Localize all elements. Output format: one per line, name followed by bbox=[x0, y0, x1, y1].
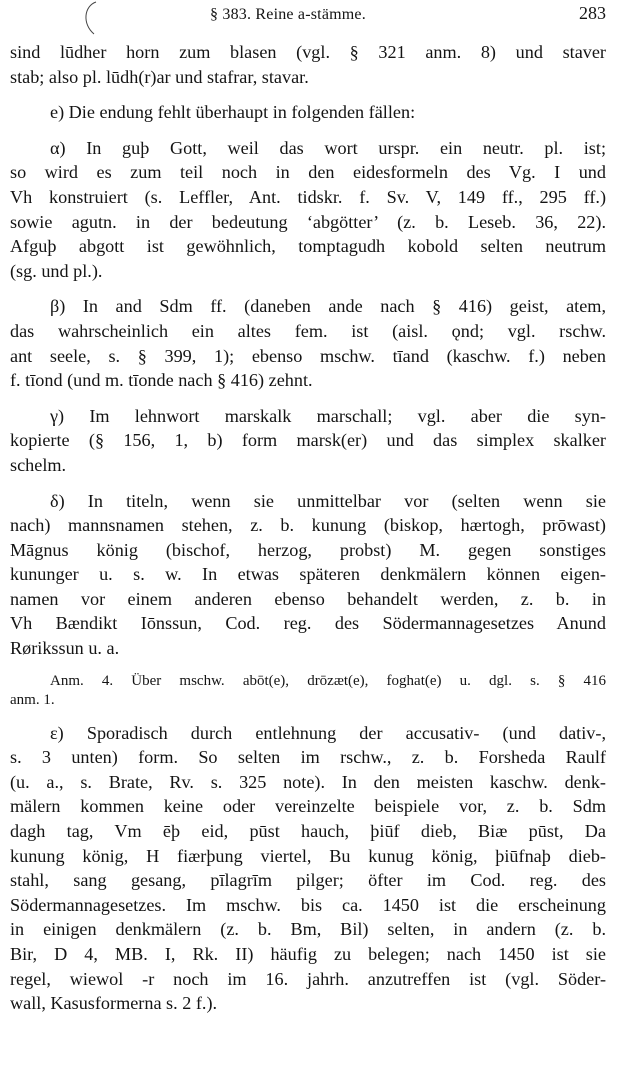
text-line: (sg. und pl.). bbox=[10, 260, 103, 281]
text-line: α) In guþ Gott, weil das wort urspr. ein neutr. pl. ist; bbox=[50, 137, 606, 158]
text-line: Vh Bændikt Iōnssun, Cod. reg. des Södermannagesetzes Anund bbox=[10, 613, 606, 634]
text-line: stab; also pl. lūdh(r)ar und stafrar, stavar. bbox=[10, 66, 309, 87]
text-line: γ) Im lehnwort marskalk marschall; vgl. aber die syn- bbox=[50, 405, 606, 426]
paragraph-gap bbox=[10, 89, 606, 100]
paragraph-gap bbox=[10, 283, 606, 294]
text-line: so wird es zum teil noch in den eidesformeln des Vg. I und bbox=[10, 162, 606, 183]
text-line: das wahrscheinlich ein altes fem. ist (aisl. ǫnd; vgl. rschw. bbox=[10, 320, 606, 341]
text-line: wall, Kasusformerna s. 2 f.). bbox=[10, 993, 218, 1014]
text-line: Södermannagesetzes. Im mschw. bis ca. 1450 ist die erscheinung bbox=[10, 894, 606, 915]
page-number: 283 bbox=[579, 3, 606, 23]
text-line: e) Die endung fehlt überhaupt in folgenden fällen: bbox=[50, 102, 416, 123]
pencil-mark-icon bbox=[76, 0, 112, 38]
body-text bbox=[10, 40, 606, 1016]
note-line: anm. 1. bbox=[10, 691, 55, 708]
text-line: β) In and Sdm ff. (daneben ande nach § 416) geist, atem, bbox=[50, 296, 606, 317]
text-line: (u. a., s. Brate, Rv. s. 325 note). In den meisten kaschw. denk- bbox=[10, 771, 606, 792]
text-line: Rørikssun u. a. bbox=[10, 638, 120, 659]
paragraph-gap bbox=[10, 710, 606, 721]
text-line: kunung könig, H fiærþung viertel, Bu kunug könig, þiūfnaþ dieb- bbox=[10, 845, 606, 866]
paragraph-gap bbox=[10, 125, 606, 136]
paragraph-gap bbox=[10, 661, 606, 672]
text-line: kununger u. s. w. In etwas späteren denkmälern können eigen- bbox=[10, 564, 606, 585]
text-line: ant seele, s. § 399, 1); ebenso mschw. tīand (kaschw. f.) neben bbox=[10, 345, 606, 366]
running-title: § 383. Reine a-stämme. bbox=[210, 6, 366, 23]
text-line: sowie agutn. in der bedeutung ‘abgötter’ (z. b. Leseb. 36, 22). bbox=[10, 211, 606, 232]
text-line: Māgnus könig (bischof, herzog, probst) M. gegen sonstiges bbox=[10, 539, 606, 560]
paragraph-gap bbox=[10, 393, 606, 404]
text-line: schelm. bbox=[10, 454, 67, 475]
page bbox=[10, 0, 606, 1014]
text-line: Afguþ abgott ist gewöhnlich, tomptagudh kobold selten neutrum bbox=[10, 236, 606, 257]
running-header bbox=[10, 0, 606, 40]
paragraph-gap bbox=[10, 478, 606, 489]
text-line: mälern kommen keine oder vereinzelte beispiele vor, z. b. Sdm bbox=[10, 796, 606, 817]
text-line: Vh konstruiert (s. Leffler, Ant. tidskr. f. Sv. V, 149 ff., 295 ff.) bbox=[10, 186, 606, 207]
text-line: sind lūdher horn zum blasen (vgl. § 321 anm. 8) und staver bbox=[10, 42, 606, 62]
text-line: s. 3 unten) form. So selten im rschw., z. b. Forsheda Raulf bbox=[10, 747, 606, 768]
text-line: dagh tag, Vm ēþ eid, pūst hauch, þiūf dieb, Biæ pūst, Da bbox=[10, 821, 606, 842]
text-line: kopierte (§ 156, 1, b) form marsk(er) und das simplex skalker bbox=[10, 430, 606, 451]
note-line: Anm. 4. Über mschw. abōt(e), drōzæt(e), foghat(e) u. dgl. s. § 416 bbox=[50, 672, 606, 689]
text-line: nach) mannsnamen stehen, z. b. kunung (biskop, hærtogh, prōwast) bbox=[10, 515, 606, 536]
text-line: ε) Sporadisch durch entlehnung der accusativ- (und dativ-, bbox=[50, 722, 606, 743]
text-line: in einigen denkmälern (z. b. Bm, Bil) selten, in andern (z. b. bbox=[10, 919, 606, 940]
text-line: namen vor einem anderen ebenso behandelt werden, z. b. in bbox=[10, 588, 606, 609]
text-line: regel, wiewol -r noch im 16. jahrh. anzutreffen ist (vgl. Söder- bbox=[10, 968, 606, 989]
text-line: Bir, D 4, MB. I, Rk. II) häufig zu belegen; nach 1450 ist sie bbox=[10, 944, 606, 964]
text-line: δ) In titeln, wenn sie unmittelbar vor (selten wenn sie bbox=[50, 490, 606, 511]
text-line: stahl, sang gesang, pīlagrīm pilger; öfter im Cod. reg. des bbox=[10, 870, 606, 891]
text-line: f. tīond (und m. tīonde nach § 416) zehnt. bbox=[10, 370, 313, 391]
